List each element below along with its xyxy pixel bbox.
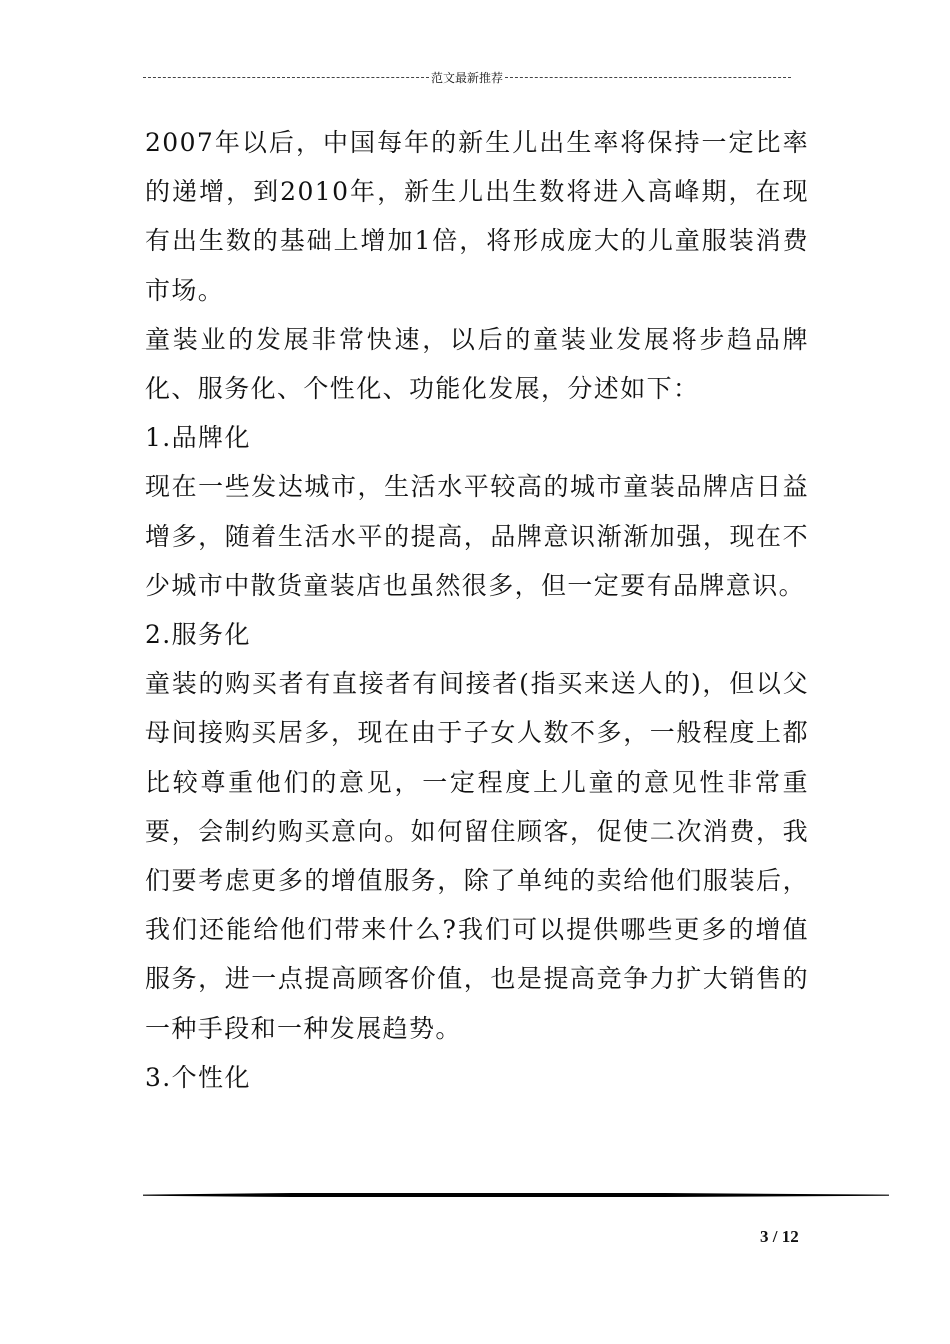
heading-branding: 1.品牌化 [145,423,251,453]
page-number: 3 / 12 [760,1227,799,1246]
header-dash-right [505,77,791,78]
page-header [143,67,791,87]
heading-service: 2.服务化 [145,620,251,650]
document-body [145,118,809,1102]
paragraph-birth-rate: 2007年以后，中国每年的新生儿出生率将保持一定比率的递增，到2010年，新生儿出生数将进入高峰期，在现有出生数的基础上增加1倍，将形成庞大的儿童服装消费市场。 [145,128,809,305]
header-title: 范文最新推荐 [431,70,504,85]
heading-personalization: 3.个性化 [145,1062,251,1092]
paragraph-branding: 现在一些发达城市，生活水平较高的城市童装品牌店日益增多，随着生活水平的提高，品牌意识渐渐加强，现在不少城市中散货童装店也虽然很多，但一定要有品牌意识。 [145,472,809,600]
header-dash-left [143,77,429,78]
paragraph-service: 童装的购买者有直接者有间接者(指买来送人的)，但以父母间接购买居多，现在由于子女人数不多，一般程度上都比较尊重他们的意见，一定程度上儿童的意见性非常重要，会制约购买意向。如何留住顾客，促使二次消费，我们要考虑更多的增值服务，除了单纯的卖给他们服装后，我们还能给他们带来什么?我们可以提供哪些更多的增值服务，进一点提高顾客价值，也是提高竞争力扩大销售的一种手段和一种发展趋势。 [145,669,809,1043]
paragraph-industry-trends: 童装业的发展非常快速，以后的童装业发展将步趋品牌化、服务化、个性化、功能化发展，分述如下： [145,324,809,404]
footer-divider [143,1193,889,1197]
